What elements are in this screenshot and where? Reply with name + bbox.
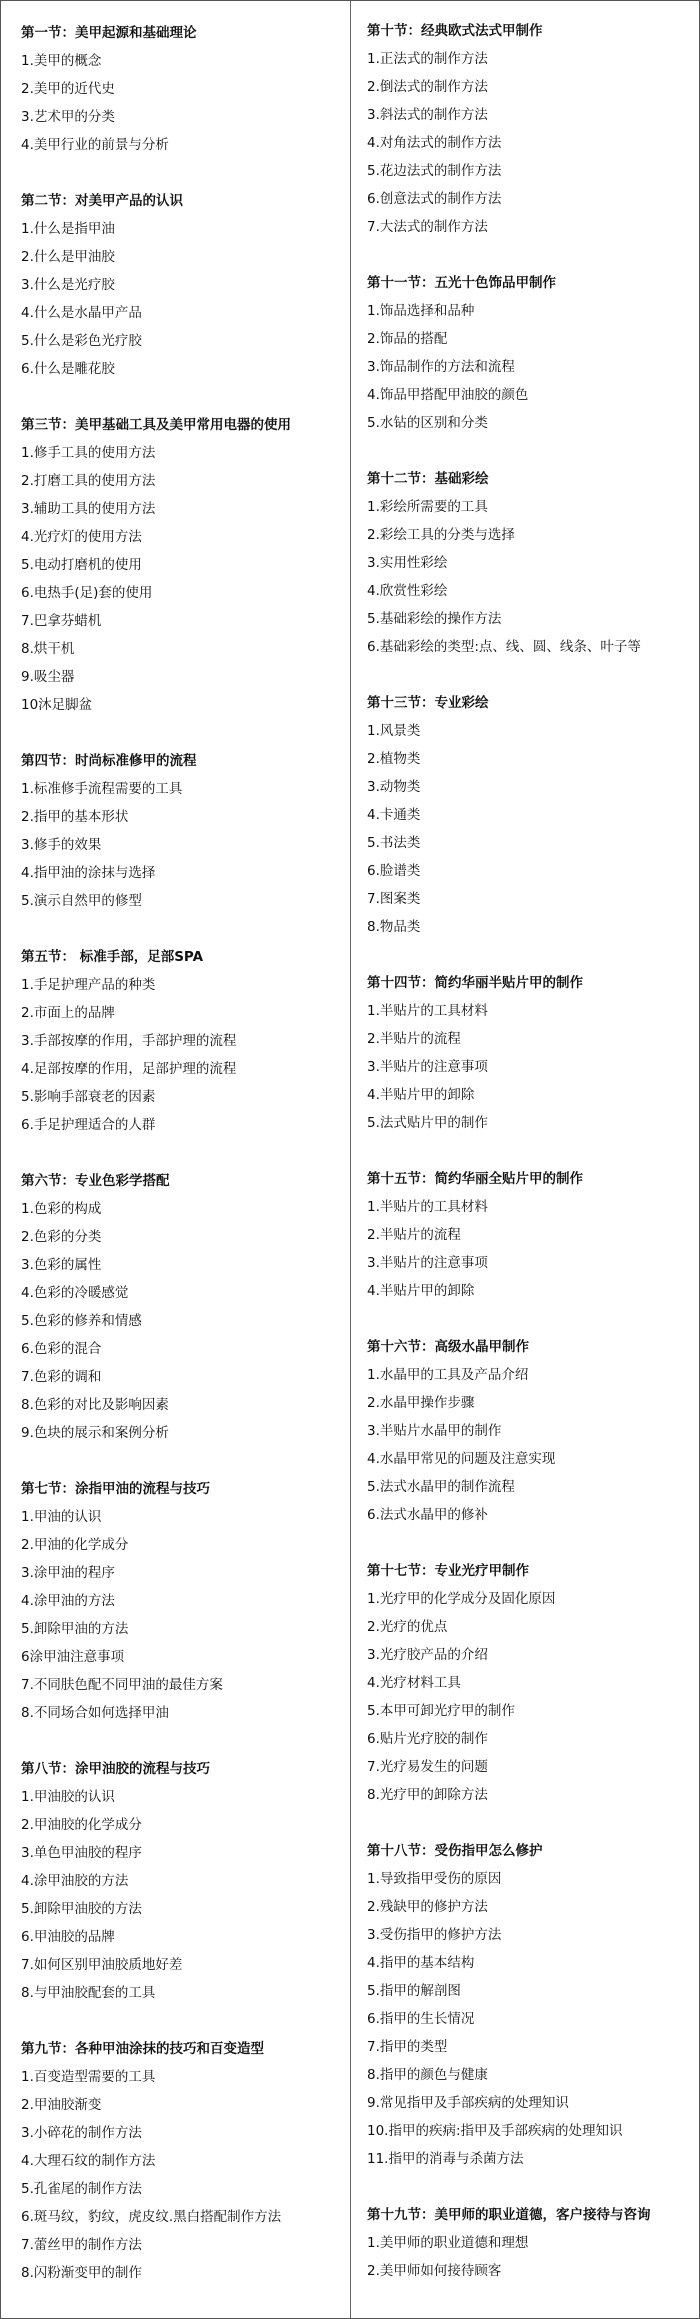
lesson-item: 5.卸除甲油的方法 [21,1621,129,1637]
lesson-item: 8.光疗甲的卸除方法 [367,1787,488,1803]
section-title: 第三节：美甲基础工具及美甲常用电器的使用 [21,417,291,433]
lesson-item: 3.手部按摩的作用，手部护理的流程 [21,1033,237,1049]
course-section [21,19,344,159]
lesson-item: 6.指甲的生长情况 [367,2011,475,2027]
lesson-item: 1.修手工具的使用方法 [21,445,156,461]
lesson-item: 3.涂甲油的程序 [21,1565,115,1581]
lesson-item: 5.指甲的解剖图 [367,1983,461,1999]
lesson-item: 9.色块的展示和案例分析 [21,1425,169,1441]
lesson-item: 7.光疗易发生的问题 [367,1759,488,1775]
course-section [21,2035,344,2287]
section-title: 第五节： 标准手部，足部SPA [21,949,204,965]
course-section [367,1165,693,1305]
course-section [367,17,693,241]
lesson-item: 3.半贴片的注意事项 [367,1059,488,1075]
lesson-item: 4.色彩的冷暖感觉 [21,1285,129,1301]
left-column [1,1,350,2318]
lesson-item: 8.闪粉渐变甲的制作 [21,2265,142,2281]
lesson-item: 2.水晶甲操作步骤 [367,1395,475,1411]
lesson-item: 3.什么是光疗胶 [21,277,115,293]
lesson-item: 4.光疗材料工具 [367,1675,461,1691]
lesson-item: 4.半贴片甲的卸除 [367,1283,475,1299]
lesson-item: 8.与甲油胶配套的工具 [21,1985,156,2001]
course-section [21,1167,344,1447]
section-title: 第六节：专业色彩学搭配 [21,1173,170,1189]
lesson-item: 8.烘干机 [21,641,75,657]
lesson-item: 7.不同肤色配不同甲油的最佳方案 [21,1677,223,1693]
lesson-item: 1.美甲的概念 [21,53,102,69]
section-title: 第十五节：简约华丽全贴片甲的制作 [367,1171,583,1187]
course-section [21,187,344,383]
lesson-item: 4.足部按摩的作用，足部护理的流程 [21,1061,237,1077]
lesson-item: 3.半贴片的注意事项 [367,1255,488,1271]
section-title: 第七节：涂指甲油的流程与技巧 [21,1481,210,1497]
lesson-item: 4.涂甲油胶的方法 [21,1873,129,1889]
lesson-item: 2.彩绘工具的分类与选择 [367,527,515,543]
course-section [21,943,344,1139]
lesson-item: 1.色彩的构成 [21,1201,102,1217]
section-title: 第九节：各种甲油涂抹的技巧和百变造型 [21,2041,264,2057]
lesson-item: 5.影响手部衰老的因素 [21,1089,156,1105]
lesson-item: 1.正法式的制作方法 [367,51,488,67]
lesson-item: 4.卡通类 [367,807,421,823]
lesson-item: 3.小碎花的制作方法 [21,2125,142,2141]
lesson-item: 5.卸除甲油胶的方法 [21,1901,142,1917]
lesson-item: 10沐足脚盆 [21,697,93,713]
course-section [367,689,693,941]
course-section [21,1475,344,1727]
lesson-item: 4.半贴片甲的卸除 [367,1087,475,1103]
section-title: 第四节：时尚标准修甲的流程 [21,753,197,769]
lesson-item: 6.什么是雕花胶 [21,361,115,377]
lesson-item: 3.光疗胶产品的介绍 [367,1647,488,1663]
lesson-item: 6.手足护理适合的人群 [21,1117,156,1133]
lesson-item: 7.色彩的调和 [21,1369,102,1385]
lesson-item: 5.电动打磨机的使用 [21,557,142,573]
lesson-item: 2.残缺甲的修护方法 [367,1899,488,1915]
lesson-item: 6.斑马纹，豹纹，虎皮纹.黑白搭配制作方法 [21,2209,282,2225]
course-section [367,465,693,661]
lesson-item: 7.指甲的类型 [367,2039,448,2055]
course-section [367,1333,693,1529]
lesson-item: 5.孔雀尾的制作方法 [21,2181,142,2197]
lesson-item: 4.什么是水晶甲产品 [21,305,142,321]
section-title: 第一节：美甲起源和基础理论 [21,25,197,41]
lesson-item: 1.甲油胶的认识 [21,1789,115,1805]
section-title: 第十二节：基础彩绘 [367,471,489,487]
lesson-item: 1.什么是指甲油 [21,221,115,237]
lesson-item: 1.水晶甲的工具及产品介绍 [367,1367,529,1383]
lesson-item: 5.法式贴片甲的制作 [367,1115,488,1131]
course-section [367,1837,693,2173]
section-title: 第十八节：受伤指甲怎么修护 [367,1843,543,1859]
lesson-item: 1.彩绘所需要的工具 [367,499,488,515]
lesson-item: 2.美甲的近代史 [21,81,115,97]
lesson-item: 5.演示自然甲的修型 [21,893,142,909]
lesson-item: 8.色彩的对比及影响因素 [21,1397,169,1413]
lesson-item: 1.美甲师的职业道德和理想 [367,2235,529,2251]
lesson-item: 1.饰品选择和品种 [367,303,475,319]
lesson-item: 5.法式水晶甲的制作流程 [367,1479,515,1495]
course-section [21,411,344,719]
course-section [367,2201,693,2285]
section-title: 第十六节：高级水晶甲制作 [367,1339,529,1355]
lesson-item: 8.物品类 [367,919,421,935]
section-title: 第十四节：简约华丽半贴片甲的制作 [367,975,583,991]
lesson-item: 5.书法类 [367,835,421,851]
right-column [350,1,699,2318]
lesson-item: 6.脸谱类 [367,863,421,879]
lesson-item: 2.市面上的品牌 [21,1005,115,1021]
lesson-item: 7.蕾丝甲的制作方法 [21,2237,142,2253]
lesson-item: 6.甲油胶的品牌 [21,1929,115,1945]
lesson-item: 4.美甲行业的前景与分析 [21,137,169,153]
lesson-item: 9.吸尘器 [21,669,75,685]
section-title: 第十三节：专业彩绘 [367,695,489,711]
lesson-item: 2.打磨工具的使用方法 [21,473,156,489]
lesson-item: 2.色彩的分类 [21,1229,102,1245]
lesson-item: 1.标准修手流程需要的工具 [21,781,183,797]
lesson-item: 1.导致指甲受伤的原因 [367,1871,502,1887]
lesson-item: 2.饰品的搭配 [367,331,448,347]
section-title: 第二节：对美甲产品的认识 [21,193,183,209]
lesson-item: 6.法式水晶甲的修补 [367,1507,488,1523]
lesson-item: 3.色彩的属性 [21,1257,102,1273]
lesson-item: 2.半贴片的流程 [367,1227,461,1243]
lesson-item: 10.指甲的疾病:指甲及手部疾病的处理知识 [367,2123,623,2139]
lesson-item: 3.受伤指甲的修护方法 [367,1927,502,1943]
lesson-item: 3.斜法式的制作方法 [367,107,488,123]
lesson-item: 2.什么是甲油胶 [21,249,115,265]
lesson-item: 4.涂甲油的方法 [21,1593,115,1609]
lesson-item: 1.风景类 [367,723,421,739]
lesson-item: 4.大理石纹的制作方法 [21,2153,156,2169]
lesson-item: 7.图案类 [367,891,421,907]
lesson-item: 2.半贴片的流程 [367,1031,461,1047]
lesson-item: 6涂甲油注意事项 [21,1649,125,1665]
lesson-item: 5.基础彩绘的操作方法 [367,611,502,627]
lesson-item: 7.大法式的制作方法 [367,219,488,235]
lesson-item: 2.倒法式的制作方法 [367,79,488,95]
lesson-item: 2.指甲的基本形状 [21,809,129,825]
lesson-item: 11.指甲的消毒与杀菌方法 [367,2151,524,2167]
course-section [367,1557,693,1809]
lesson-item: 3.艺术甲的分类 [21,109,115,125]
lesson-item: 4.饰品甲搭配甲油胶的颜色 [367,387,529,403]
lesson-item: 5.花边法式的制作方法 [367,163,502,179]
lesson-item: 3.辅助工具的使用方法 [21,501,156,517]
lesson-item: 2.植物类 [367,751,421,767]
lesson-item: 6.创意法式的制作方法 [367,191,502,207]
lesson-item: 3.修手的效果 [21,837,102,853]
course-section [21,747,344,915]
lesson-item: 4.指甲油的涂抹与选择 [21,865,156,881]
lesson-item: 3.单色甲油胶的程序 [21,1845,142,1861]
lesson-item: 6.色彩的混合 [21,1341,102,1357]
lesson-item: 9.常见指甲及手部疾病的处理知识 [367,2095,569,2111]
course-section [21,1755,344,2007]
lesson-item: 2.美甲师如何接待顾客 [367,2263,502,2279]
course-section [367,969,693,1137]
lesson-item: 1.光疗甲的化学成分及固化原因 [367,1591,556,1607]
lesson-item: 2.甲油的化学成分 [21,1537,129,1553]
lesson-item: 2.甲油胶渐变 [21,2097,102,2113]
lesson-item: 3.动物类 [367,779,421,795]
section-title: 第十节：经典欧式法式甲制作 [367,23,543,39]
section-title: 第十一节：五光十色饰品甲制作 [367,275,556,291]
lesson-item: 8.不同场合如何选择甲油 [21,1705,169,1721]
lesson-item: 5.色彩的修养和情感 [21,1313,142,1329]
lesson-item: 4.光疗灯的使用方法 [21,529,142,545]
lesson-item: 8.指甲的颜色与健康 [367,2067,488,2083]
section-title: 第十七节：专业光疗甲制作 [367,1563,529,1579]
course-section [367,269,693,437]
lesson-item: 6.贴片光疗胶的制作 [367,1731,488,1747]
lesson-item: 7.如何区别甲油胶质地好差 [21,1957,183,1973]
lesson-item: 5.本甲可卸光疗甲的制作 [367,1703,515,1719]
lesson-item: 2.甲油胶的化学成分 [21,1817,142,1833]
lesson-item: 1.手足护理产品的种类 [21,977,156,993]
lesson-item: 2.光疗的优点 [367,1619,448,1635]
lesson-item: 1.百变造型需要的工具 [21,2069,156,2085]
lesson-item: 6.基础彩绘的类型:点、线、圆、线条、叶子等 [367,639,641,655]
lesson-item: 3.饰品制作的方法和流程 [367,359,515,375]
lesson-item: 4.指甲的基本结构 [367,1955,475,1971]
lesson-item: 1.半贴片的工具材料 [367,1003,488,1019]
lesson-item: 1.半贴片的工具材料 [367,1199,488,1215]
lesson-item: 4.对角法式的制作方法 [367,135,502,151]
lesson-item: 3.实用性彩绘 [367,555,448,571]
lesson-item: 3.半贴片水晶甲的制作 [367,1423,502,1439]
lesson-item: 6.电热手(足)套的使用 [21,585,153,601]
lesson-item: 4.水晶甲常见的问题及注意实现 [367,1451,556,1467]
lesson-item: 1.甲油的认识 [21,1509,102,1525]
lesson-item: 7.巴拿芬蜡机 [21,613,102,629]
section-title: 第十九节：美甲师的职业道德，客户接待与咨询 [367,2207,651,2223]
lesson-item: 5.水钻的区别和分类 [367,415,488,431]
lesson-item: 4.欣赏性彩绘 [367,583,448,599]
section-title: 第八节：涂甲油胶的流程与技巧 [21,1761,210,1777]
lesson-item: 5.什么是彩色光疗胶 [21,333,142,349]
